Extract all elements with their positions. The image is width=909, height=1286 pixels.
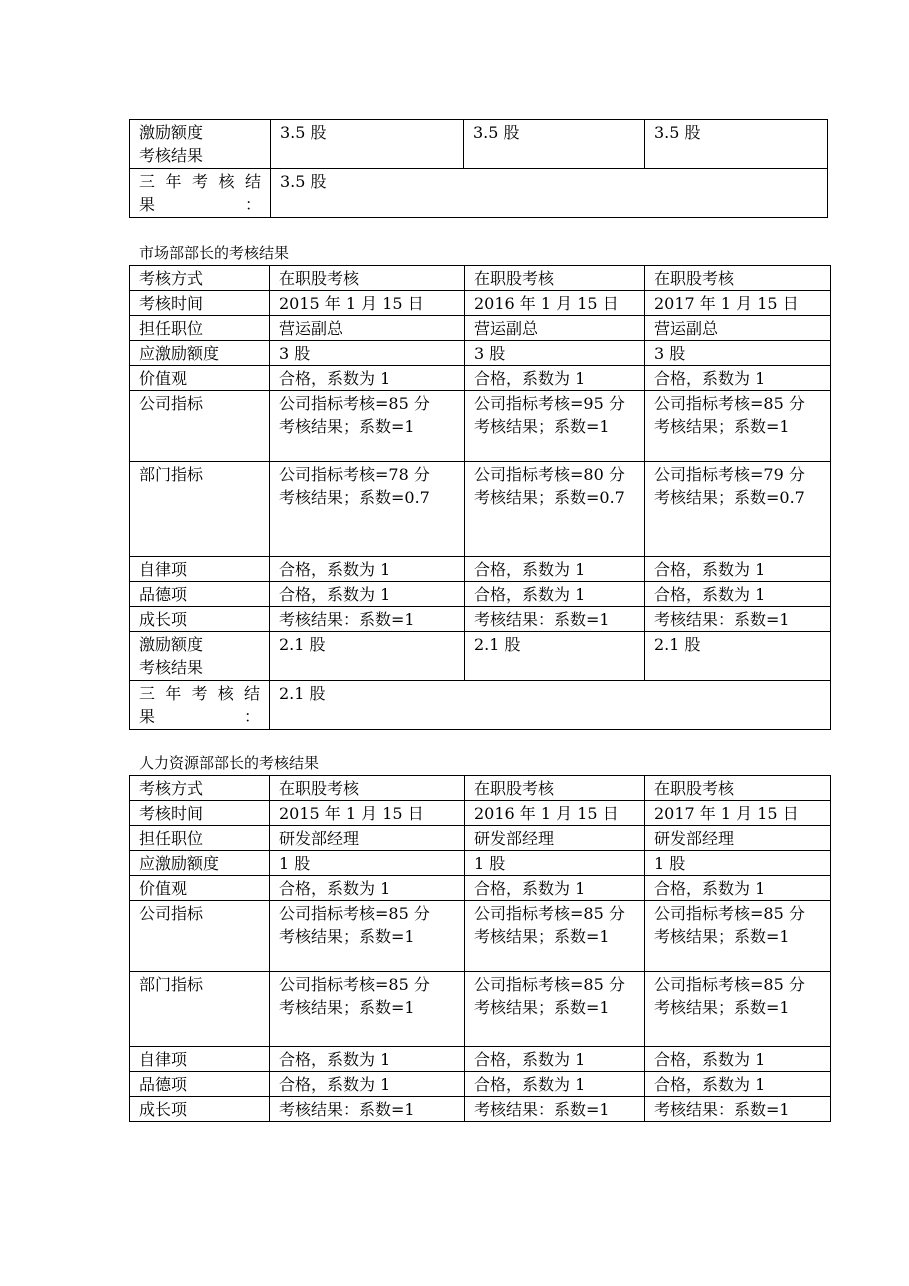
table-cell: 考核结果：系数=1 — [645, 607, 831, 632]
table-row — [130, 266, 831, 291]
row-label: 考核时间 — [130, 801, 270, 826]
row-label: 部门指标 — [130, 972, 270, 1047]
row-label: 品德项 — [130, 582, 270, 607]
table-cell: 研发部经理 — [645, 826, 831, 851]
assessment-table-previous — [129, 119, 828, 218]
table-cell: 合格，系数为 1 — [270, 582, 465, 607]
table-cell: 在职股考核 — [645, 776, 831, 801]
table-cell: 合格，系数为 1 — [270, 1047, 465, 1072]
table-cell: 2017 年 1 月 15 日 — [645, 291, 831, 316]
table-cell: 合格，系数为 1 — [645, 876, 831, 901]
table-cell: 公司指标考核=80 分 考核结果；系数=0.7 — [465, 462, 645, 557]
table-cell: 在职股考核 — [465, 266, 645, 291]
row-label: 品德项 — [130, 1072, 270, 1097]
row-label: 部门指标 — [130, 462, 270, 557]
table-cell: 2016 年 1 月 15 日 — [465, 291, 645, 316]
table-cell: 1 股 — [465, 851, 645, 876]
table-cell: 在职股考核 — [645, 266, 831, 291]
table-cell: 2015 年 1 月 15 日 — [270, 801, 465, 826]
table-row — [130, 1047, 831, 1072]
table-cell: 合格，系数为 1 — [465, 1072, 645, 1097]
row-label: 公司指标 — [130, 901, 270, 972]
table-cell: 公司指标考核=95 分 考核结果；系数=1 — [465, 391, 645, 462]
row-label: 担任职位 — [130, 826, 270, 851]
row-label: 考核时间 — [130, 291, 270, 316]
row-label: 自律项 — [130, 1047, 270, 1072]
three-year-result-label: 三 年 考 核 结 果： — [130, 681, 270, 730]
table-cell: 研发部经理 — [465, 826, 645, 851]
table-row — [130, 901, 831, 972]
table-cell: 2017 年 1 月 15 日 — [645, 801, 831, 826]
section-caption-hr: 人力资源部部长的考核结果 — [139, 754, 320, 772]
table-cell: 1 股 — [645, 851, 831, 876]
three-year-result-value: 3.5 股 — [271, 169, 828, 218]
table-cell: 合格，系数为 1 — [270, 366, 465, 391]
assessment-table-marketing — [129, 265, 831, 730]
table-row — [130, 557, 831, 582]
row-label: 担任职位 — [130, 316, 270, 341]
row-label: 成长项 — [130, 1097, 270, 1122]
table-cell: 考核结果：系数=1 — [465, 1097, 645, 1122]
table-cell: 3 股 — [645, 341, 831, 366]
table-cell: 公司指标考核=85 分 考核结果；系数=1 — [645, 901, 831, 972]
table-row — [130, 607, 831, 632]
table-cell: 3 股 — [270, 341, 465, 366]
table-cell: 3 股 — [465, 341, 645, 366]
table-cell: 公司指标考核=85 分 考核结果；系数=1 — [465, 972, 645, 1047]
row-label: 价值观 — [130, 876, 270, 901]
table-row — [130, 120, 828, 169]
row-label: 考核方式 — [130, 266, 270, 291]
row-label: 应激励额度 — [130, 341, 270, 366]
table-cell: 公司指标考核=85 分 考核结果；系数=1 — [645, 972, 831, 1047]
table-cell: 2.1 股 — [645, 632, 831, 681]
table-cell: 公司指标考核=85 分 考核结果；系数=1 — [270, 972, 465, 1047]
table-row — [130, 801, 831, 826]
table-cell: 合格，系数为 1 — [270, 876, 465, 901]
three-year-result-row — [130, 169, 828, 218]
table-cell: 合格，系数为 1 — [645, 1072, 831, 1097]
table-row — [130, 632, 831, 681]
table-cell: 考核结果：系数=1 — [465, 607, 645, 632]
table-cell: 考核结果：系数=1 — [270, 607, 465, 632]
table-cell: 2015 年 1 月 15 日 — [270, 291, 465, 316]
table-row — [130, 462, 831, 557]
three-year-result-label: 三 年 考 核 结 果： — [130, 169, 271, 218]
table-cell: 合格，系数为 1 — [645, 557, 831, 582]
table-cell: 合格，系数为 1 — [465, 1047, 645, 1072]
table-cell: 合格，系数为 1 — [465, 557, 645, 582]
table-cell: 公司指标考核=78 分 考核结果；系数=0.7 — [270, 462, 465, 557]
table-row — [130, 366, 831, 391]
row-label: 价值观 — [130, 366, 270, 391]
row-label: 成长项 — [130, 607, 270, 632]
table-row — [130, 972, 831, 1047]
table-cell: 公司指标考核=79 分 考核结果；系数=0.7 — [645, 462, 831, 557]
table-cell: 营运副总 — [270, 316, 465, 341]
row-label: 激励额度 考核结果 — [130, 120, 271, 169]
table-cell: 2.1 股 — [270, 632, 465, 681]
table-cell: 研发部经理 — [270, 826, 465, 851]
table-cell: 2016 年 1 月 15 日 — [465, 801, 645, 826]
table-cell: 2.1 股 — [465, 632, 645, 681]
table-cell: 1 股 — [270, 851, 465, 876]
table-cell: 公司指标考核=85 分 考核结果；系数=1 — [645, 391, 831, 462]
row-label: 应激励额度 — [130, 851, 270, 876]
three-year-result-row — [130, 681, 831, 730]
table-cell: 合格，系数为 1 — [270, 557, 465, 582]
table-row — [130, 826, 831, 851]
table-row — [130, 776, 831, 801]
table-row — [130, 851, 831, 876]
table-row — [130, 1072, 831, 1097]
table-cell: 营运副总 — [645, 316, 831, 341]
table-cell: 3.5 股 — [271, 120, 464, 169]
table-cell: 营运副总 — [465, 316, 645, 341]
assessment-table-hr — [129, 775, 831, 1122]
table-cell: 公司指标考核=85 分 考核结果；系数=1 — [465, 901, 645, 972]
table-row — [130, 341, 831, 366]
table-row — [130, 876, 831, 901]
table-cell: 在职股考核 — [465, 776, 645, 801]
table-cell: 合格，系数为 1 — [465, 876, 645, 901]
table-cell: 合格，系数为 1 — [270, 1072, 465, 1097]
table-cell: 在职股考核 — [270, 266, 465, 291]
table-cell: 考核结果：系数=1 — [645, 1097, 831, 1122]
table-cell: 3.5 股 — [464, 120, 645, 169]
table-row — [130, 291, 831, 316]
three-year-result-value: 2.1 股 — [270, 681, 831, 730]
table-cell: 公司指标考核=85 分 考核结果；系数=1 — [270, 391, 465, 462]
table-cell: 合格，系数为 1 — [465, 582, 645, 607]
table-cell: 公司指标考核=85 分 考核结果；系数=1 — [270, 901, 465, 972]
row-label: 公司指标 — [130, 391, 270, 462]
table-row — [130, 316, 831, 341]
row-label: 考核方式 — [130, 776, 270, 801]
row-label: 自律项 — [130, 557, 270, 582]
section-caption-marketing: 市场部部长的考核结果 — [139, 244, 290, 262]
table-row — [130, 582, 831, 607]
table-cell: 合格，系数为 1 — [645, 1047, 831, 1072]
table-cell: 考核结果：系数=1 — [270, 1097, 465, 1122]
table-row — [130, 391, 831, 462]
table-cell: 合格，系数为 1 — [645, 582, 831, 607]
table-cell: 合格，系数为 1 — [465, 366, 645, 391]
table-cell: 合格，系数为 1 — [645, 366, 831, 391]
row-label: 激励额度 考核结果 — [130, 632, 270, 681]
table-row — [130, 1097, 831, 1122]
table-cell: 3.5 股 — [645, 120, 828, 169]
table-cell: 在职股考核 — [270, 776, 465, 801]
